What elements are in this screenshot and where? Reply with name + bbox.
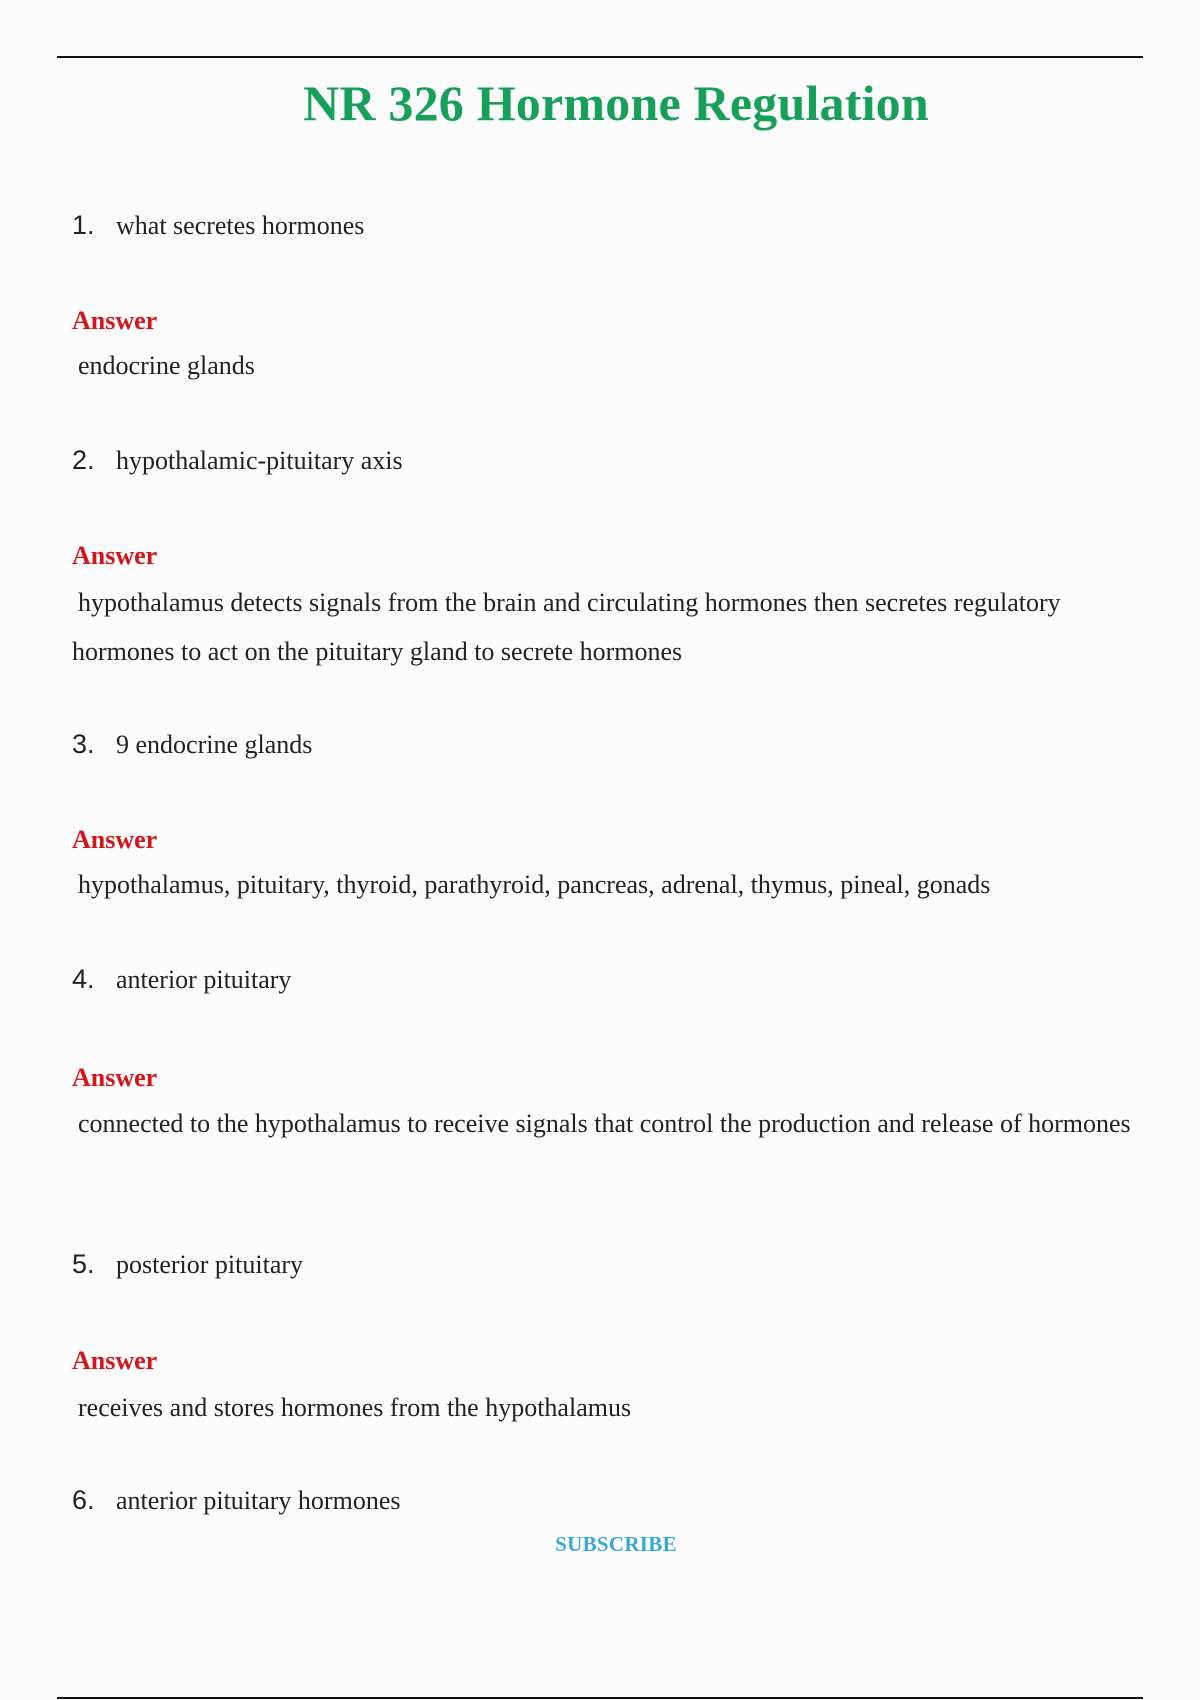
top-rule xyxy=(57,56,1143,58)
page-title: NR 326 Hormone Regulation xyxy=(303,75,929,131)
question-number: 4. xyxy=(72,964,95,994)
qa-item-3 xyxy=(72,729,1142,899)
answer-text: receives and stores hormones from the hypothalamus xyxy=(78,1393,632,1422)
question-text: anterior pituitary hormones xyxy=(116,1486,401,1515)
question-number: 1. xyxy=(72,210,95,240)
question xyxy=(72,964,1142,995)
answer-label: Answer xyxy=(72,1063,158,1092)
answer-text: hypothalamus detects signals from the brain and circulating hormones then secretes regulatory hormones to act on the pituitary gland to secrete hormones xyxy=(72,588,1061,666)
answer-text: endocrine glands xyxy=(78,351,255,380)
answer-text: hypothalamus, pituitary, thyroid, parathyroid, pancreas, adrenal, thymus, pineal, gonads xyxy=(78,870,991,899)
answer-label: Answer xyxy=(72,541,158,570)
bottom-rule xyxy=(57,1697,1143,1699)
answer-text: connected to the hypothalamus to receive signals that control the production and release of hormones xyxy=(78,1109,1131,1138)
question xyxy=(72,445,1142,476)
subscribe-link[interactable]: SUBSCRIBE xyxy=(555,1532,677,1556)
question xyxy=(72,210,1142,241)
question-number: 2. xyxy=(72,445,95,475)
answer-label: Answer xyxy=(72,306,158,335)
question xyxy=(72,1485,1142,1516)
qa-item-4 xyxy=(72,964,1142,1138)
question-text: anterior pituitary xyxy=(116,965,292,994)
question-number: 6. xyxy=(72,1485,95,1515)
question-text: what secretes hormones xyxy=(116,211,365,240)
question-number: 5. xyxy=(72,1249,95,1279)
question-text: hypothalamic-pituitary axis xyxy=(116,446,403,475)
qa-item-2 xyxy=(72,445,1142,666)
qa-item-1 xyxy=(72,210,1142,380)
question xyxy=(72,1249,1142,1280)
question-text: 9 endocrine glands xyxy=(116,730,313,759)
question xyxy=(72,729,1142,760)
answer-label: Answer xyxy=(72,1346,158,1375)
qa-item-5 xyxy=(72,1249,1142,1422)
qa-item-6 xyxy=(72,1485,1142,1516)
question-text: posterior pituitary xyxy=(116,1250,304,1279)
answer-label: Answer xyxy=(72,825,158,854)
question-number: 3. xyxy=(72,729,95,759)
